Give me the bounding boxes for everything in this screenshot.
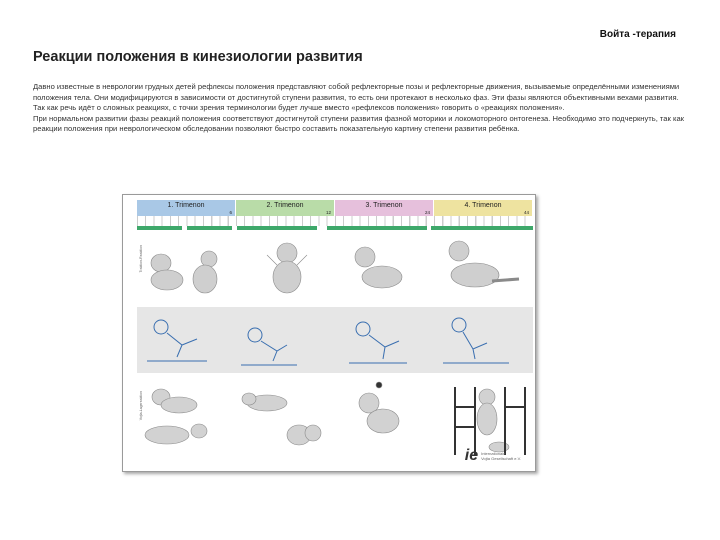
trimester-2-label: 2. Trimenon [266, 202, 304, 209]
trimester-3-end: 24 [424, 210, 430, 215]
row-label-traction: Traktion-Reaktion [139, 245, 143, 273]
trimester-1-label: 1. Trimenon [167, 202, 205, 209]
position-illustrations [137, 377, 533, 457]
society-logo [465, 447, 521, 465]
position-row [137, 377, 533, 457]
green-bar-1 [137, 226, 182, 230]
month-ticks [137, 216, 533, 226]
green-bar-3 [237, 226, 317, 230]
green-bar-5 [431, 226, 533, 230]
schematic-row [137, 307, 533, 373]
logo-line-2: Vojta Gesellschaft e.V. [481, 456, 521, 461]
schematic-illustrations [137, 307, 533, 373]
trimester-4-label: 4. Trimenon [464, 202, 502, 209]
traction-illustrations [137, 235, 533, 305]
trimester-1 [137, 200, 236, 216]
row-label-position: Vojta-Lagereaktion [139, 391, 143, 421]
paragraph-2: Так как речь идёт о сложных реакциях, с точки зрения терминологии будет лучше вместо «рефлексов положения» говорить о «реакциях положения». [33, 103, 565, 113]
trimester-3 [335, 200, 434, 216]
green-bar-4 [327, 226, 427, 230]
trimester-1-end: 6 [229, 210, 232, 215]
paragraph-3: При нормальном развитии фазы реакций положения соответствуют достигнутой ступени развития фазной моторики и локомоторного онтогенеза. Необходимо это подчеркнуть, так как реакции положения при неврологическом обследовании позволяют быстро составить показательную картину степени развития ребёнка. [33, 113, 684, 134]
green-bar-2 [187, 226, 232, 230]
paragraph-1: Давно известные в неврологии грудных детей рефлексы положения представляют собой рефлекторные позы и рефлекторные движения, вызываемые определёнными изменениями положения тела. Они модифицируются в зависимости от достигнутой ступени развития, то есть они протекают в несколько фаз. Эти фазы являются объективными вехами развития. [33, 82, 680, 102]
trimester-4-end: 44 [523, 210, 529, 215]
slide-title: Реакции положения в кинезиологии развития [33, 49, 363, 65]
trimester-4 [434, 200, 533, 216]
trimester-bar [137, 200, 533, 216]
body-text [33, 82, 688, 135]
logo-mark: ie [464, 447, 479, 464]
trimester-2-end: 12 [325, 210, 331, 215]
brand-label: Войта -терапия [599, 29, 676, 40]
trimester-3-label: 3. Trimenon [365, 202, 403, 209]
logo-text [481, 451, 521, 461]
logo-line-1: Internationale [481, 451, 506, 456]
traction-row [137, 235, 533, 305]
trimester-2 [236, 200, 335, 216]
development-figure [122, 194, 536, 472]
